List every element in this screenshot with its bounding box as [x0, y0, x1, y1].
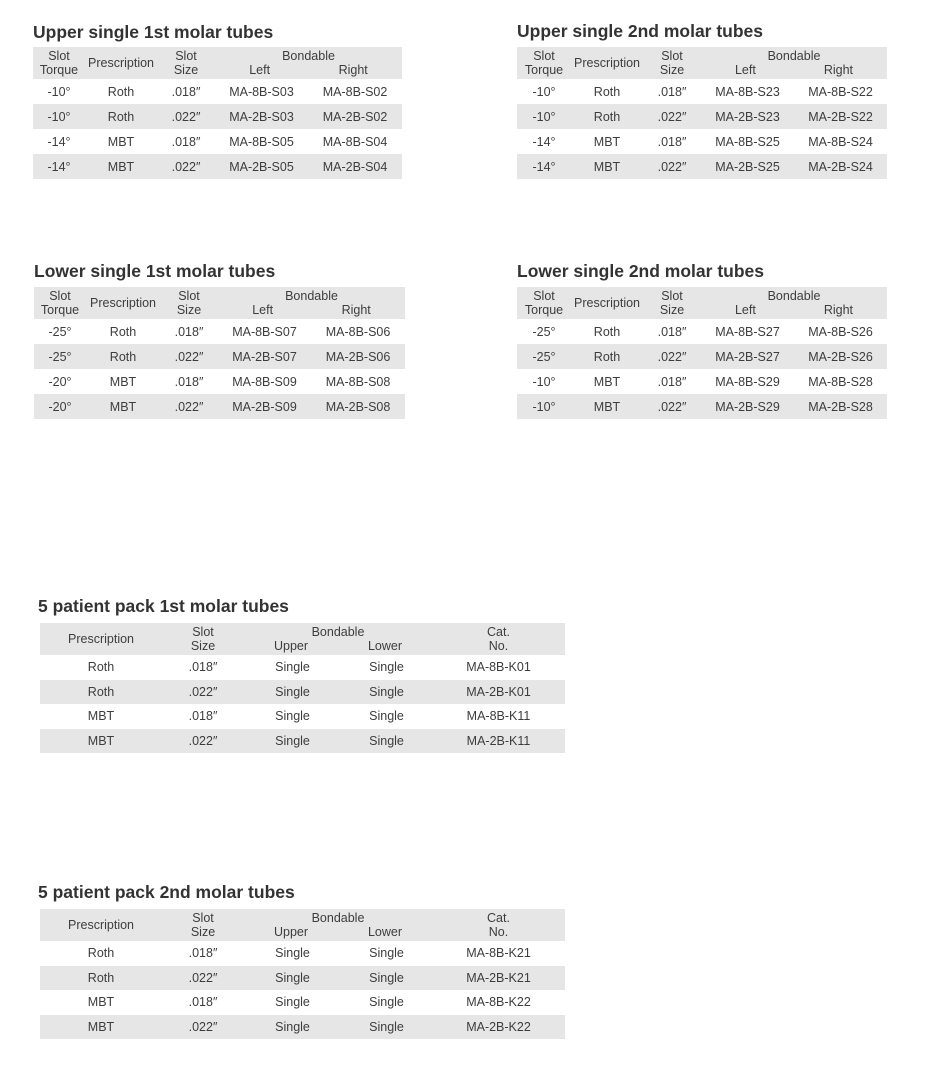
cell-left: MA-2B-S25: [715, 159, 780, 174]
cell-prescription: MBT: [107, 134, 135, 149]
header-left: Left: [734, 303, 756, 317]
cell-prescription: MBT: [593, 399, 621, 414]
cell-prescription: MBT: [109, 399, 137, 414]
cell-upper: Single: [275, 946, 310, 961]
table-header-row: [33, 47, 402, 79]
header-prescription: Prescription: [68, 918, 134, 932]
cell-size: .018″: [174, 324, 204, 339]
cell-cat-no: MA-8B-K22: [466, 995, 531, 1010]
cell-left: MA-2B-S03: [229, 109, 294, 124]
table-row: [33, 79, 402, 104]
header-slot-size: Slot Size: [659, 49, 685, 77]
cell-cat-no: MA-2B-K11: [466, 733, 531, 748]
table-row: [40, 966, 565, 991]
cell-cat-no: MA-8B-K01: [466, 660, 531, 675]
cell-left: MA-2B-S09: [232, 399, 297, 414]
cell-prescription: Roth: [593, 84, 621, 99]
cell-size: .018″: [174, 374, 204, 389]
pack-1st-molar-table: [40, 623, 565, 753]
cell-right: MA-8B-S24: [808, 134, 873, 149]
cell-size: .018″: [171, 84, 201, 99]
cell-left: MA-8B-S07: [232, 324, 297, 339]
cell-size: .018″: [657, 374, 687, 389]
upper-1st-molar-table: [33, 47, 402, 179]
cell-torque: -20°: [48, 399, 72, 414]
table-row: [517, 394, 887, 419]
header-left: Left: [734, 63, 756, 77]
cell-right: MA-8B-S26: [808, 324, 873, 339]
table-row: [40, 990, 565, 1015]
cell-torque: -20°: [48, 374, 72, 389]
header-slot-torque: Slot Torque: [524, 289, 564, 317]
table-header-row: [40, 909, 565, 941]
cell-left: MA-8B-S27: [715, 324, 780, 339]
cell-torque: -10°: [47, 109, 71, 124]
cell-prescription: MBT: [87, 1019, 115, 1034]
header-right: Right: [823, 63, 854, 77]
cell-cat-no: MA-8B-K21: [466, 946, 531, 961]
table-row: [40, 1015, 565, 1040]
cell-size: .018″: [657, 84, 687, 99]
header-prescription: Prescription: [574, 56, 640, 70]
cell-upper: Single: [275, 684, 310, 699]
cell-size: .022″: [657, 399, 687, 414]
cell-size: .018″: [657, 324, 687, 339]
cell-lower: Single: [369, 709, 404, 724]
lower-1st-molar-section: [34, 261, 405, 419]
cell-left: MA-2B-S29: [715, 399, 780, 414]
cell-prescription: MBT: [107, 159, 135, 174]
pack-2nd-molar-table: [40, 909, 565, 1039]
cell-upper: Single: [275, 970, 310, 985]
cell-torque: -25°: [48, 324, 72, 339]
header-bondable: Bondable Upper Lower: [273, 911, 403, 939]
cell-lower: Single: [369, 660, 404, 675]
cell-size: .022″: [171, 159, 201, 174]
header-slot-size: Slot Size: [173, 49, 199, 77]
header-lower: Lower: [367, 639, 403, 653]
table-row: [33, 154, 402, 179]
header-bondable: Bondable Left Right: [734, 49, 854, 77]
cell-right: MA-2B-S28: [808, 399, 873, 414]
cell-size: .022″: [188, 1019, 218, 1034]
lower-2nd-molar-section: [517, 261, 887, 419]
section-title: Lower single 2nd molar tubes: [517, 261, 764, 281]
cell-torque: -25°: [48, 349, 72, 364]
table-row: [40, 680, 565, 705]
cell-right: MA-8B-S08: [325, 374, 391, 389]
section-title: Upper single 1st molar tubes: [33, 22, 274, 42]
cell-upper: Single: [275, 1019, 310, 1034]
header-slot-size: Slot Size: [190, 911, 216, 939]
table-row: [517, 369, 887, 394]
cell-torque: -25°: [532, 324, 556, 339]
cell-torque: -10°: [532, 399, 556, 414]
cell-torque: -10°: [532, 374, 556, 389]
cell-left: MA-2B-S07: [232, 349, 297, 364]
cell-prescription: MBT: [87, 709, 115, 724]
section-title: 5 patient pack 1st molar tubes: [38, 596, 289, 616]
cell-left: MA-2B-S27: [715, 349, 780, 364]
cell-cat-no: MA-2B-K21: [466, 970, 531, 985]
cell-left: MA-8B-S05: [229, 134, 294, 149]
header-bondable: Bondable Left Right: [249, 49, 368, 77]
cell-size: .018″: [188, 946, 218, 961]
table-header-row: [517, 47, 887, 79]
header-bondable: Bondable Upper Lower: [273, 625, 403, 653]
cell-left: MA-8B-S29: [715, 374, 780, 389]
cell-left: MA-2B-S23: [715, 109, 780, 124]
upper-2nd-molar-table: [517, 47, 887, 179]
table-header-row: [34, 287, 405, 319]
cell-size: .022″: [174, 399, 204, 414]
cell-left: MA-8B-S23: [715, 84, 780, 99]
lower-2nd-molar-table: [517, 287, 887, 419]
header-left: Left: [249, 63, 271, 77]
table-row: [517, 319, 887, 344]
cell-prescription: MBT: [87, 733, 115, 748]
cell-upper: Single: [275, 709, 310, 724]
cell-prescription: Roth: [109, 349, 137, 364]
cell-lower: Single: [369, 946, 404, 961]
cell-right: MA-8B-S28: [808, 374, 873, 389]
section-title: 5 patient pack 2nd molar tubes: [38, 882, 295, 902]
table-row: [34, 319, 405, 344]
header-cat-no: Cat. No.: [487, 625, 510, 653]
cell-size: .022″: [171, 109, 201, 124]
cell-prescription: Roth: [109, 324, 137, 339]
cell-right: MA-2B-S04: [322, 159, 388, 174]
cell-prescription: Roth: [87, 684, 115, 699]
cell-size: .018″: [188, 709, 218, 724]
cell-torque: -10°: [532, 84, 556, 99]
table-row: [517, 104, 887, 129]
table-row: [34, 369, 405, 394]
cell-size: .022″: [657, 109, 687, 124]
cell-lower: Single: [369, 1019, 404, 1034]
cell-prescription: MBT: [87, 995, 115, 1010]
cell-right: MA-8B-S04: [322, 134, 388, 149]
cell-prescription: Roth: [87, 970, 115, 985]
header-cat-no: Cat. No.: [487, 911, 510, 939]
table-row: [517, 344, 887, 369]
cell-cat-no: MA-2B-K22: [466, 1019, 531, 1034]
cell-size: .018″: [188, 995, 218, 1010]
cell-torque: -25°: [532, 349, 556, 364]
cell-prescription: Roth: [593, 109, 621, 124]
table-row: [40, 941, 565, 966]
cell-torque: -14°: [532, 134, 556, 149]
table-row: [33, 104, 402, 129]
lower-1st-molar-table: [34, 287, 405, 419]
table-row: [40, 655, 565, 680]
cell-size: .022″: [657, 159, 687, 174]
cell-upper: Single: [275, 995, 310, 1010]
cell-lower: Single: [369, 970, 404, 985]
cell-prescription: MBT: [593, 374, 621, 389]
cell-size: .022″: [657, 349, 687, 364]
header-left: Left: [252, 303, 274, 317]
cell-torque: -10°: [47, 84, 71, 99]
header-slot-size: Slot Size: [659, 289, 685, 317]
cell-lower: Single: [369, 684, 404, 699]
upper-1st-molar-section: [33, 22, 402, 179]
header-upper: Upper: [273, 925, 309, 939]
cell-prescription: Roth: [593, 349, 621, 364]
header-right: Right: [823, 303, 854, 317]
cell-torque: -14°: [47, 134, 71, 149]
cell-right: MA-8B-S02: [322, 84, 388, 99]
cell-right: MA-8B-S06: [325, 324, 391, 339]
cell-prescription: Roth: [593, 324, 621, 339]
cell-torque: -14°: [532, 159, 556, 174]
table-row: [34, 394, 405, 419]
upper-2nd-molar-section: [517, 21, 887, 179]
cell-prescription: MBT: [593, 159, 621, 174]
cell-lower: Single: [369, 995, 404, 1010]
header-slot-torque: Slot Torque: [524, 49, 564, 77]
header-slot-size: Slot Size: [176, 289, 202, 317]
cell-right: MA-2B-S08: [325, 399, 391, 414]
header-slot-torque: Slot Torque: [40, 289, 80, 317]
cell-size: .018″: [188, 660, 218, 675]
cell-size: .018″: [657, 134, 687, 149]
cell-left: MA-8B-S25: [715, 134, 780, 149]
table-row: [33, 129, 402, 154]
cell-size: .018″: [171, 134, 201, 149]
section-title: Lower single 1st molar tubes: [34, 261, 276, 281]
header-upper: Upper: [273, 639, 309, 653]
cell-lower: Single: [369, 733, 404, 748]
header-slot-size: Slot Size: [190, 625, 216, 653]
table-row: [40, 729, 565, 754]
table-row: [517, 154, 887, 179]
table-header-row: [517, 287, 887, 319]
header-prescription: Prescription: [88, 56, 154, 70]
cell-prescription: MBT: [593, 134, 621, 149]
header-prescription: Prescription: [90, 296, 156, 310]
cell-size: .022″: [188, 684, 218, 699]
table-row: [40, 704, 565, 729]
cell-right: MA-2B-S24: [808, 159, 873, 174]
cell-cat-no: MA-8B-K11: [466, 709, 531, 724]
cell-size: .022″: [188, 970, 218, 985]
cell-size: .022″: [174, 349, 204, 364]
cell-prescription: Roth: [107, 109, 135, 124]
header-lower: Lower: [367, 925, 403, 939]
header-right: Right: [338, 63, 368, 77]
cell-right: MA-8B-S22: [808, 84, 873, 99]
cell-cat-no: MA-2B-K01: [466, 684, 531, 699]
cell-left: MA-8B-S03: [229, 84, 294, 99]
header-prescription: Prescription: [68, 632, 134, 646]
cell-size: .022″: [188, 733, 218, 748]
cell-upper: Single: [275, 660, 310, 675]
cell-torque: -10°: [532, 109, 556, 124]
cell-left: MA-2B-S05: [229, 159, 294, 174]
cell-right: MA-2B-S02: [322, 109, 388, 124]
cell-prescription: Roth: [87, 946, 115, 961]
cell-prescription: Roth: [107, 84, 135, 99]
header-bondable: Bondable Left Right: [252, 289, 371, 317]
cell-prescription: MBT: [109, 374, 137, 389]
cell-upper: Single: [275, 733, 310, 748]
header-right: Right: [341, 303, 371, 317]
cell-torque: -14°: [47, 159, 71, 174]
table-row: [517, 129, 887, 154]
section-title: Upper single 2nd molar tubes: [517, 21, 764, 41]
header-bondable: Bondable Left Right: [734, 289, 854, 317]
pack-2nd-molar-section: [38, 882, 565, 1039]
header-slot-torque: Slot Torque: [39, 49, 79, 77]
cell-right: MA-2B-S26: [808, 349, 873, 364]
cell-prescription: Roth: [87, 660, 115, 675]
cell-right: MA-2B-S22: [808, 109, 873, 124]
header-prescription: Prescription: [574, 296, 640, 310]
table-row: [517, 79, 887, 104]
pack-1st-molar-section: [38, 596, 565, 753]
table-row: [34, 344, 405, 369]
table-header-row: [40, 623, 565, 655]
cell-left: MA-8B-S09: [232, 374, 297, 389]
cell-right: MA-2B-S06: [325, 349, 391, 364]
